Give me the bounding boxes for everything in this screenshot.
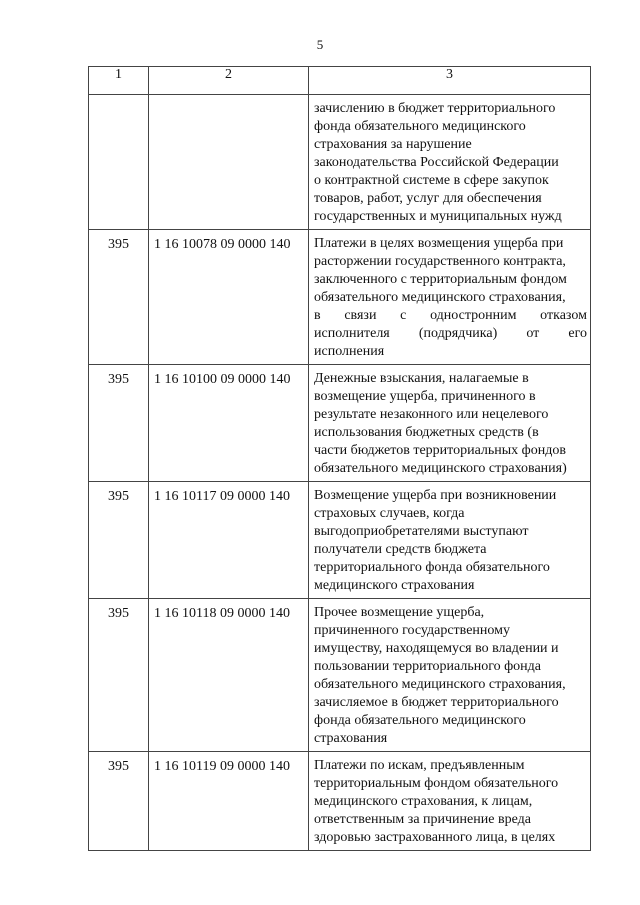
cell-budget-classification-code: 1 16 10100 09 0000 140 xyxy=(149,365,309,482)
description-line: выгодоприобретателями выступают xyxy=(314,524,529,539)
description-line: обязательного медицинского страхования) xyxy=(314,461,567,476)
cell-budget-classification-code: 1 16 10118 09 0000 140 xyxy=(149,599,309,752)
description-line: фонда обязательного медицинского xyxy=(314,713,526,728)
description-line: заключенного с территориальным фондом xyxy=(314,272,567,287)
description-word: (подрядчика) xyxy=(418,326,498,341)
description-line: Возмещение ущерба при возникновении xyxy=(314,488,557,503)
column-header-3: 3 xyxy=(309,67,591,95)
description-line: государственных и муниципальных нужд xyxy=(314,209,562,224)
description-word: одностронним xyxy=(430,308,517,323)
description-word: отказом xyxy=(540,308,587,323)
table-row xyxy=(89,752,591,851)
cell-income-description xyxy=(309,599,591,752)
cell-income-description xyxy=(309,752,591,851)
description-word: от xyxy=(526,326,540,341)
table-row xyxy=(89,482,591,599)
description-line: причиненного государственному xyxy=(314,623,510,638)
description-line: Денежные взыскания, налагаемые в xyxy=(314,371,529,386)
cell-income-description xyxy=(309,95,591,230)
cell-budget-classification-code: 1 16 10078 09 0000 140 xyxy=(149,230,309,365)
description-line: обязательного медицинского страхования, xyxy=(314,290,566,305)
description-line: о контрактной системе в сфере закупок xyxy=(314,173,549,188)
description-line: страхования xyxy=(314,731,388,746)
description-line: получатели средств бюджета xyxy=(314,542,487,557)
description-line: части бюджетов территориальных фондов xyxy=(314,443,566,458)
cell-chapter-code xyxy=(89,95,149,230)
table-row xyxy=(89,230,591,365)
description-line: территориального фонда обязательного xyxy=(314,560,550,575)
table-row xyxy=(89,365,591,482)
description-line: товаров, работ, услуг для обеспечения xyxy=(314,191,542,206)
description-line: медицинского страхования, к лицам, xyxy=(314,794,533,809)
description-line: результате незаконного или нецелевого xyxy=(314,407,549,422)
description-word: в xyxy=(314,308,321,323)
table-body xyxy=(89,95,591,851)
column-header-2: 2 xyxy=(149,67,309,95)
description-line: обязательного медицинского страхования, xyxy=(314,677,566,692)
table-header xyxy=(89,67,591,95)
description-line: Платежи в целях возмещения ущерба при xyxy=(314,236,564,251)
budget-codes-table xyxy=(88,66,591,851)
description-line: медицинского страхования xyxy=(314,578,475,593)
description-line: территориальным фондом обязательного xyxy=(314,776,559,791)
cell-chapter-code: 395 xyxy=(89,482,149,599)
cell-income-description xyxy=(309,230,591,365)
cell-chapter-code: 395 xyxy=(89,752,149,851)
description-line: Платежи по искам, предъявленным xyxy=(314,758,525,773)
table-row xyxy=(89,95,591,230)
description-line: использования бюджетных средств (в xyxy=(314,425,539,440)
description-line: зачислению в бюджет территориального xyxy=(314,101,556,116)
description-line: здоровью застрахованного лица, в целях xyxy=(314,830,556,845)
description-line xyxy=(314,325,587,343)
cell-budget-classification-code: 1 16 10119 09 0000 140 xyxy=(149,752,309,851)
cell-income-description xyxy=(309,365,591,482)
description-word: исполнителя xyxy=(314,326,390,341)
description-line: фонда обязательного медицинского xyxy=(314,119,526,134)
description-line: исполнения xyxy=(314,344,385,359)
cell-income-description xyxy=(309,482,591,599)
cell-budget-classification-code xyxy=(149,95,309,230)
table-row xyxy=(89,599,591,752)
description-word: связи xyxy=(344,308,377,323)
description-line: страховых случаев, когда xyxy=(314,506,465,521)
description-word: с xyxy=(400,308,407,323)
description-line: возмещение ущерба, причиненного в xyxy=(314,389,536,404)
description-line: расторжении государственного контракта, xyxy=(314,254,566,269)
column-header-1: 1 xyxy=(89,67,149,95)
description-line: зачисляемое в бюджет территориального xyxy=(314,695,559,710)
description-line: законодательства Российской Федерации xyxy=(314,155,559,170)
description-line: имуществу, находящемуся во владении и xyxy=(314,641,559,656)
description-line: страхования за нарушение xyxy=(314,137,472,152)
cell-chapter-code: 395 xyxy=(89,230,149,365)
description-line: Прочее возмещение ущерба, xyxy=(314,605,485,620)
cell-chapter-code: 395 xyxy=(89,599,149,752)
description-line xyxy=(314,307,587,325)
cell-budget-classification-code: 1 16 10117 09 0000 140 xyxy=(149,482,309,599)
page-number: 5 xyxy=(316,37,324,52)
description-word: его xyxy=(568,326,587,341)
cell-chapter-code: 395 xyxy=(89,365,149,482)
description-line: ответственным за причинение вреда xyxy=(314,812,531,827)
description-line: пользовании территориального фонда xyxy=(314,659,541,674)
